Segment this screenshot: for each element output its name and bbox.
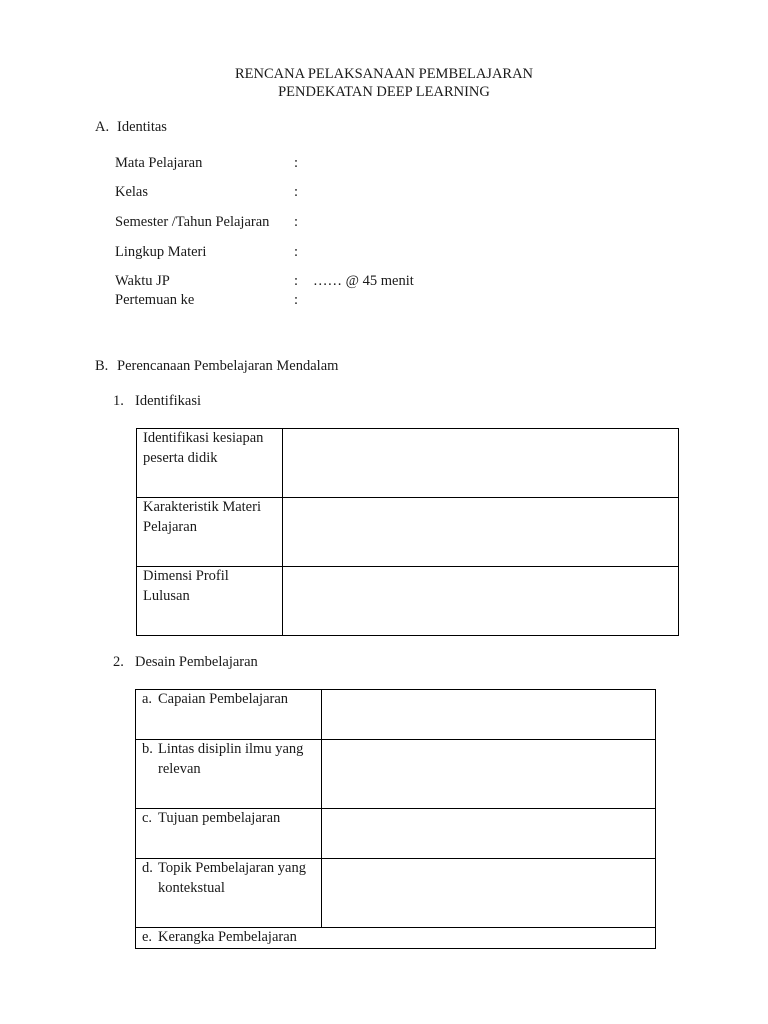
section-a-heading: Identitas [117, 119, 167, 135]
row-marker: a. [142, 691, 153, 707]
document-title-line-2: PENDEKATAN DEEP LEARNING [278, 84, 490, 100]
table-row [136, 740, 656, 809]
field-label: Pertemuan ke [115, 292, 195, 308]
field-colon: : [294, 155, 299, 171]
table-row [136, 859, 656, 928]
table-value-cell[interactable] [322, 740, 656, 809]
identifikasi-table [136, 428, 679, 636]
table-label-cell [136, 809, 322, 859]
field-colon: : [294, 244, 299, 260]
row-label: Identifikasi kesiapan peserta didik [143, 430, 264, 466]
field-value: …… @ 45 menit [313, 273, 414, 289]
section-b-heading: Perencanaan Pembelajaran Mendalam [117, 358, 339, 374]
table-row [136, 690, 656, 740]
row-label: Karakteristik Materi Pelajaran [143, 499, 261, 535]
subsection-1-marker: 1. [113, 393, 124, 409]
field-label: Lingkup Materi [115, 244, 207, 260]
field-colon: : [294, 184, 299, 200]
table-row [136, 809, 656, 859]
field-colon: : [294, 214, 299, 230]
table-value-cell[interactable] [322, 690, 656, 740]
table-row [137, 429, 679, 498]
section-b-marker: B. [95, 358, 109, 374]
table-value-cell[interactable] [283, 567, 679, 636]
table-label-cell [137, 567, 283, 636]
table-label-cell [136, 740, 322, 809]
field-label: Waktu JP [115, 273, 170, 289]
desain-pembelajaran-table [135, 689, 656, 949]
field-label: Kelas [115, 184, 149, 200]
table-full-width-cell [136, 928, 656, 949]
subsection-1-heading: Identifikasi [135, 393, 202, 409]
table-label-cell [137, 429, 283, 498]
table-value-cell[interactable] [322, 809, 656, 859]
row-label: Tujuan pembelajaran [158, 810, 281, 826]
row-label: Capaian Pembelajaran [158, 691, 289, 707]
document-title-line-1: RENCANA PELAKSANAAN PEMBELAJARAN [234, 66, 534, 82]
table-label-cell [137, 498, 283, 567]
row-marker: c. [142, 810, 153, 826]
table-row [136, 928, 656, 949]
row-marker: b. [142, 741, 153, 757]
table-row [137, 567, 679, 636]
table-label-cell [136, 690, 322, 740]
subsection-2-heading: Desain Pembelajaran [135, 654, 258, 670]
field-label: Mata Pelajaran [115, 155, 203, 171]
table-value-cell[interactable] [322, 859, 656, 928]
row-marker: d. [142, 860, 153, 876]
row-marker: e. [142, 929, 153, 945]
table-row [137, 498, 679, 567]
section-a-marker: A. [95, 119, 110, 135]
row-label: Topik Pembelajaran yang kontekstual [158, 860, 306, 896]
row-label: Dimensi Profil Lulusan [143, 568, 229, 604]
table-label-cell [136, 859, 322, 928]
table-value-cell[interactable] [283, 429, 679, 498]
row-label: Kerangka Pembelajaran [158, 929, 297, 945]
field-label: Semester /Tahun Pelajaran [115, 214, 270, 230]
field-colon: : [294, 273, 299, 289]
field-colon: : [294, 292, 299, 308]
row-label: Lintas disiplin ilmu yang relevan [158, 741, 304, 777]
table-value-cell[interactable] [283, 498, 679, 567]
subsection-2-marker: 2. [113, 654, 124, 670]
